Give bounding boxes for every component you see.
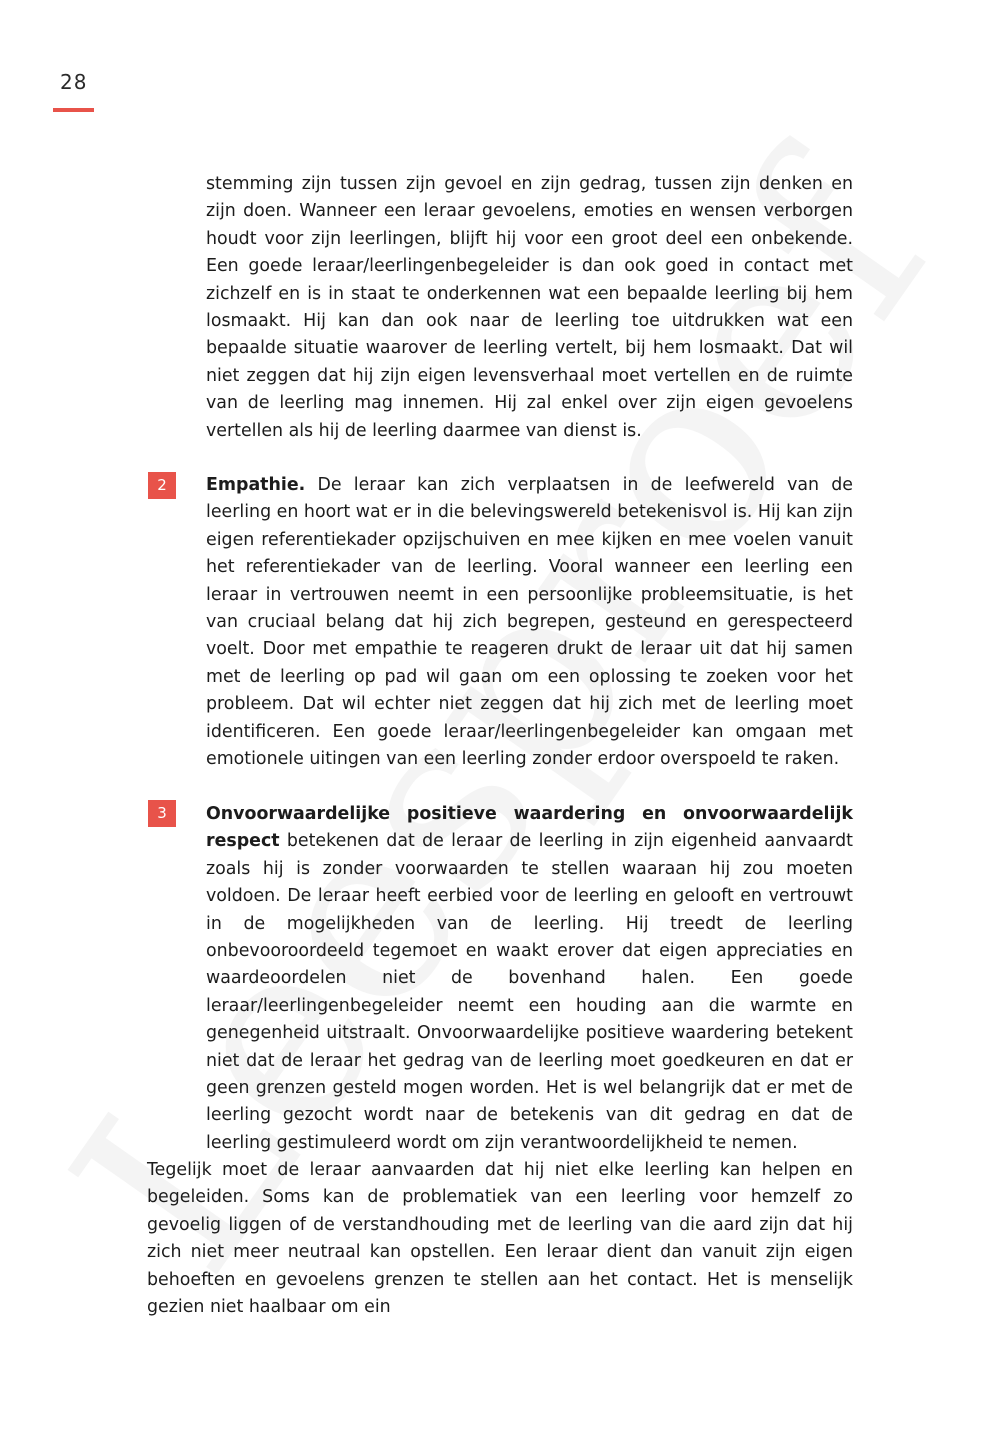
item-lead-respect: Onvoorwaardelijke positieve waardering en onvoorwaardelijk respect [206, 804, 853, 852]
item-text-empathie: De leraar kan zich verplaatsen in de leefwereld van de leerling en hoort wat er in die belevingswereld betekenisvol is. Hij kan zijn eigen referentiekader opzijschuiven en mee kijken en mee voelen vanuit het referentiekader van de leerling. Vooral wanneer een leerling een leraar in vertrouwen neemt in een persoonlijke probleemsituatie, is het van cruciaal belang dat hij zich begrepen, gesteund en gerespecteerd voelt. Door met empathie te reageren drukt de leraar uit dat hij samen met de leerling op pad wil gaan om een oplossing te zoeken voor het probleem. Dat wil echter niet zeggen dat hij zich met de leerling moet identificeren. Een goede leraar/leerlingenbegeleider kan omgaan met emotionele uitingen van een leerling zonder erdoor overspoeld te raken. [206, 475, 853, 770]
item-lead-empathie: Empathie. [206, 475, 306, 495]
item-number-badge-3: 3 [148, 800, 176, 827]
page-number-rule [53, 108, 94, 112]
item-number-badge-2: 2 [148, 472, 176, 499]
item-text-respect: betekenen dat de leraar de leerling in zijn eigenheid aanvaardt zoals hij is zonder voorwaarden te stellen waaraan hij zou moeten voldoen. De leraar heeft eerbied voor de leerling en gelooft en vertrouwt in de mogelijkheden van de leerling. Hij treedt de leerling onbevooroordeeld tegemoet en waakt erover dat eigen appreciaties en waardeoordelen niet de bovenhand halen. Een goede leraar/leerlingenbegeleider neemt een houding aan die warmte en genegenheid uitstraalt. Onvoorwaardelijke positieve waardering betekent niet dat de leraar het gedrag van de leerling moet goedkeuren en dat er geen grenzen gesteld mogen worden. Het is wel belangrijk dat er met de leerling gezocht wordt naar de betekenis van dit gedrag en dat de leerling gestimuleerd wordt om zijn verantwoordelijkheid te nemen. [206, 831, 853, 1153]
closing-paragraph: Tegelijk moet de leraar aanvaarden dat hij niet elke leerling kan helpen en begeleiden. Soms kan de problematiek van een leerling voor hemzelf zo gevoelig liggen of de verstandhouding met de leerling van die aard zijn dat hij zich niet meer neutraal kan opstellen. Een leraar dient dan vanuit zijn eigen behoeften en gevoelens grenzen te stellen aan het contact. Het is menselijk gezien niet haalbaar om ein [147, 1160, 853, 1318]
intro-paragraph: stemming zijn tussen zijn gevoel en zijn gedrag, tussen zijn denken en zijn doen. Wanneer een leraar gevoelens, emoties en wensen verborgen houdt voor zijn leerlingen, blijft hij voor een groot deel een onbekende. Een goede leraar/leerlingenbegeleider is dan ook goed in contact met zichzelf en is in staat te onderkennen wat een bepaalde leerling bij hem losmaakt. Hij kan dan ook naar de leerling toe uitdrukken wat een bepaalde situatie waarover de leerling vertelt, bij hem losmaakt. Dat wil niet zeggen dat hij zijn eigen levensverhaal moet vertellen en de ruimte van de leerling mag innemen. Hij zal enkel over zijn eigen gevoelens vertellen als hij de leerling daarmee van dienst is. [206, 174, 853, 441]
item-paragraph-respect [206, 801, 853, 1157]
page-number: 28 [60, 70, 88, 94]
item-paragraph-empathie [206, 472, 853, 773]
